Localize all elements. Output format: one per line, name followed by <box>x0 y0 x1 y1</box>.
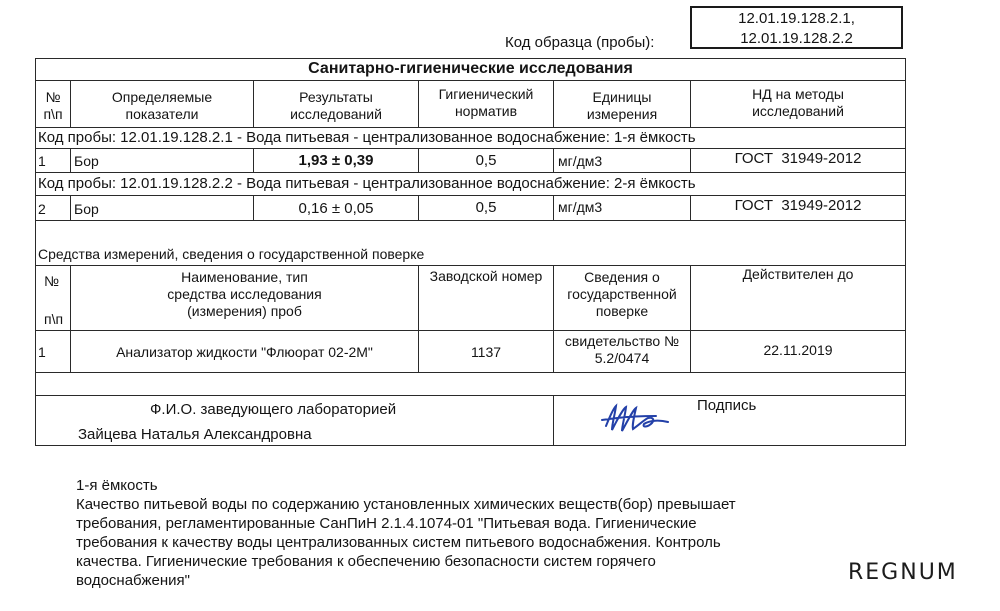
col-header-norm: Гигиенический норматив <box>438 86 534 119</box>
handwritten-signature <box>600 398 690 438</box>
row-1-indicator: Бор <box>74 153 99 169</box>
col-header-num: № п\п <box>43 89 63 122</box>
col-header-method: НД на методы исследований <box>752 86 844 119</box>
row-2-units: мг/дм3 <box>558 199 603 215</box>
sample-code-value-2: 12.01.19.128.2.2 <box>740 30 853 47</box>
col-header-result: Результаты исследований <box>290 89 382 122</box>
section-title: Санитарно-гигиенические исследования <box>308 60 633 77</box>
notes-line-4: качества. Гигиенические требования к обеспечению безопасности систем горячего <box>76 553 656 570</box>
inst-header-serial: Заводской номер <box>429 268 543 284</box>
inst-row-name: Анализатор жидкости "Флюорат 02-2М" <box>116 344 373 360</box>
notes-title: 1-я ёмкость <box>76 477 158 494</box>
row-2-norm: 0,5 <box>475 199 497 216</box>
notes-line-1: Качество питьевой воды по содержанию установленных химических веществ(бор) превышает <box>76 496 736 513</box>
row-2-method: ГОСТ 31949-2012 <box>734 197 862 214</box>
col-header-units: Единицы измерения <box>586 89 658 122</box>
conclusion-notes <box>76 476 896 590</box>
head-of-lab-name: Зайцева Наталья Александровна <box>78 426 312 443</box>
notes-line-3: требования к качеству воды централизованных систем питьевого водоснабжения. Контроль <box>76 534 721 551</box>
inst-row-valid-until: 22.11.2019 <box>763 342 833 358</box>
sample-code-label: Код образца (пробы): <box>505 34 655 51</box>
row-1-result: 1,93 ± 0,39 <box>298 152 374 169</box>
inst-row-serial: 1137 <box>470 344 502 360</box>
row-2-indicator: Бор <box>74 201 99 217</box>
row-2-result: 0,16 ± 0,05 <box>298 200 374 217</box>
row-1-method: ГОСТ 31949-2012 <box>734 150 862 167</box>
inst-row-num: 1 <box>38 344 46 360</box>
row-2-num: 2 <box>38 201 46 217</box>
notes-line-2: требования, регламентированные СанПиН 2.1.4.1074-01 "Питьевая вода. Гигиенические <box>76 515 697 532</box>
inst-header-num: № п\п <box>44 273 64 327</box>
inst-header-verification: Сведения о государственной поверке <box>567 269 677 319</box>
sample-code-box <box>690 6 903 49</box>
sample-code-value-1: 12.01.19.128.2.1, <box>738 10 855 27</box>
regnum-watermark: REGNUM <box>848 560 958 585</box>
inst-header-valid-until: Действителен до <box>742 266 854 282</box>
inst-row-verification: свидетельство № 5.2/0474 <box>564 333 680 366</box>
notes-line-5: водоснабжения" <box>76 572 190 589</box>
row-1-units: мг/дм3 <box>558 153 603 169</box>
signature-label: Подпись <box>697 397 757 414</box>
probe-label-1: Код пробы: 12.01.19.128.2.1 - Вода питьевая - централизованное водоснабжение: 1-я ёмкость <box>38 129 696 146</box>
instruments-caption: Средства измерений, сведения о государственной поверке <box>38 246 425 262</box>
row-1-num: 1 <box>38 153 46 169</box>
inst-header-name: Наименование, тип средства исследования (измерения) проб <box>167 269 322 319</box>
row-1-norm: 0,5 <box>475 152 497 169</box>
probe-label-2: Код пробы: 12.01.19.128.2.2 - Вода питьевая - централизованное водоснабжение: 2-я ёмкость <box>38 175 696 192</box>
head-of-lab-label: Ф.И.О. заведующего лабораторией <box>150 401 397 418</box>
col-header-indicator: Определяемые показатели <box>111 89 213 122</box>
